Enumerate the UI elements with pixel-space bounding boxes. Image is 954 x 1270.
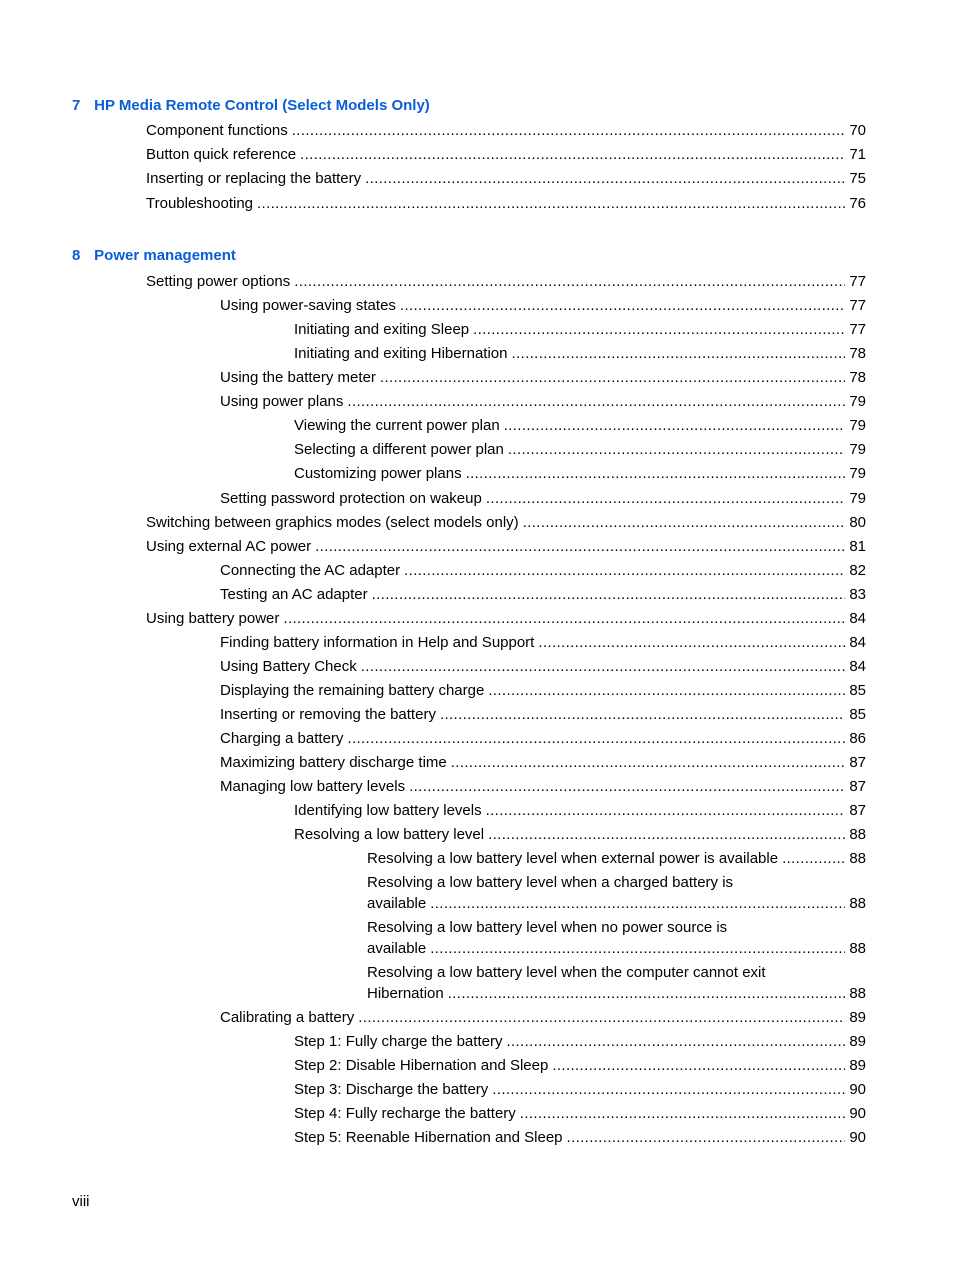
toc-entry[interactable] [294,1033,866,1051]
toc-entry-title: Managing low battery levels [220,778,406,795]
toc-entry-title-first-line: Resolving a low battery level when the computer cannot exit [367,964,766,981]
dot-leader [567,1129,846,1147]
toc-entry-title: Hibernation [367,985,444,1002]
toc-entry-title: Viewing the current power plan [294,417,500,434]
dot-leader [486,802,846,820]
toc-page-number: 82 [849,562,866,579]
toc-entry-title: Step 5: Reenable Hibernation and Sleep [294,1129,563,1146]
toc-page-number: 71 [849,146,866,163]
toc-entry-title: Identifying low battery levels [294,802,482,819]
toc-entry[interactable] [294,345,866,363]
toc-entry-title: Setting power options [146,273,291,290]
dot-leader [488,682,845,700]
toc-entry[interactable] [294,826,866,844]
toc-entry-title: available [367,895,427,912]
toc-entry[interactable] [367,964,866,1003]
toc-page-number: 81 [849,538,866,555]
toc-entry[interactable] [294,1105,866,1123]
toc-page-number: 83 [849,586,866,603]
toc-page-number: 80 [849,514,866,531]
dot-leader [466,465,846,483]
toc-page-number: 88 [849,940,866,957]
toc-page-number: 85 [849,706,866,723]
toc-entry-title: Setting password protection on wakeup [220,490,482,507]
toc-page-number: 84 [849,658,866,675]
dot-leader [523,514,846,532]
toc-entry-title: Resolving a low battery level when external power is available [367,850,779,867]
toc-page-number: 87 [849,778,866,795]
toc-page-number: 70 [849,122,866,139]
toc-page-number: 90 [849,1129,866,1146]
toc-entry-title-first-line: Resolving a low battery level when a charged battery is [367,874,734,891]
toc-entry-title: Selecting a different power plan [294,441,504,458]
toc-entry[interactable] [146,514,866,532]
toc-page-number: 87 [849,754,866,771]
toc-entry-title: Displaying the remaining battery charge [220,682,485,699]
toc-entry-title: Initiating and exiting Hibernation [294,345,508,362]
toc-entry-title: Testing an AC adapter [220,586,368,603]
toc-page-number: 77 [849,297,866,314]
toc-entry-title: Finding battery information in Help and Support [220,634,535,651]
dot-leader [257,195,845,213]
toc-entry[interactable] [146,170,866,188]
toc-page-number: 85 [849,682,866,699]
toc-entry[interactable] [220,393,866,411]
toc-page-number: 75 [849,170,866,187]
toc-entry[interactable] [294,465,866,483]
toc-page-number: 89 [849,1033,866,1050]
toc-entry-title: Maximizing battery discharge time [220,754,447,771]
toc-entry[interactable] [220,634,866,652]
dot-leader [486,490,845,508]
toc-entry-title: Customizing power plans [294,465,462,482]
toc-page-number: 79 [849,417,866,434]
toc-entry[interactable] [220,297,866,315]
toc-entry-title: Button quick reference [146,146,297,163]
dot-leader [538,634,845,652]
toc-entry[interactable] [146,195,866,213]
toc-page-number: 88 [849,850,866,867]
toc-page-number: 79 [849,441,866,458]
chapter-title: HP Media Remote Control (Select Models Only) [94,97,430,114]
toc-entry[interactable] [294,441,866,459]
toc-page-number: 87 [849,802,866,819]
dot-leader [372,586,846,604]
toc-page-number: 88 [849,985,866,1002]
toc-entry[interactable] [294,1129,866,1147]
dot-leader [508,441,845,459]
dot-leader [361,658,846,676]
toc-page-number: 88 [849,895,866,912]
dot-leader [409,778,845,796]
toc-entry-title: Initiating and exiting Sleep [294,321,470,338]
dot-leader [347,730,845,748]
toc-entry-title: Resolving a low battery level [294,826,485,843]
dot-leader [315,538,845,556]
toc-entry[interactable] [220,562,866,580]
toc-entry[interactable] [294,417,866,435]
toc-page-number: 79 [849,465,866,482]
toc-entry-title-first-line: Resolving a low battery level when no power source is [367,919,728,936]
dot-leader [511,345,845,363]
toc-entry[interactable] [220,682,866,700]
chapter-number: 7 [72,97,81,114]
toc-page-number: 88 [849,826,866,843]
toc-entry-title: Using external AC power [146,538,312,555]
toc-entry[interactable] [294,1057,866,1075]
toc-entry-title: Using battery power [146,610,280,627]
toc-entry[interactable] [294,802,866,820]
toc-page-number: 84 [849,610,866,627]
toc-entry-title: available [367,940,427,957]
dot-leader [473,321,845,339]
toc-entry-title: Connecting the AC adapter [220,562,401,579]
dot-leader [451,754,846,772]
toc-entry[interactable] [146,122,866,140]
toc-page-number: 77 [849,273,866,290]
toc-entry-title: Step 4: Fully recharge the battery [294,1105,516,1122]
toc-page-number: 90 [849,1081,866,1098]
toc-entry[interactable] [220,369,866,387]
toc-entry-title: Step 2: Disable Hibernation and Sleep [294,1057,549,1074]
toc-entry[interactable] [367,874,866,913]
dot-leader [504,417,846,435]
chapter-number: 8 [72,247,81,264]
dot-leader [782,850,845,868]
dot-leader [404,562,845,580]
toc-page-number: 77 [849,321,866,338]
dot-leader [552,1057,845,1075]
toc-page-number: 84 [849,634,866,651]
dot-leader [365,170,845,188]
toc-entry[interactable] [220,706,866,724]
dot-leader [488,826,845,844]
toc-entry-title: Switching between graphics modes (select models only) [146,514,519,531]
toc-entry[interactable] [220,658,866,676]
toc-entry-title: Charging a battery [220,730,344,747]
dot-leader [520,1105,846,1123]
toc-entry[interactable] [294,1081,866,1099]
toc-entry-title: Step 1: Fully charge the battery [294,1033,503,1050]
toc-page-number: 78 [849,369,866,386]
toc-entry[interactable] [367,850,866,868]
toc-entry-title: Using the battery meter [220,369,376,386]
toc-entry[interactable] [146,146,866,164]
toc-entry[interactable] [220,754,866,772]
dot-leader [506,1033,845,1051]
toc-entry[interactable] [294,321,866,339]
dot-leader [358,1009,845,1027]
toc-entry[interactable] [220,778,866,796]
toc-entry-title: Inserting or removing the battery [220,706,436,723]
chapter-heading[interactable] [72,247,872,265]
toc-entry-title: Using Battery Check [220,658,357,675]
dot-leader [440,706,845,724]
dot-leader [430,940,845,958]
dot-leader [300,146,845,164]
toc-entry[interactable] [220,1009,866,1027]
toc-page-number: 76 [849,195,866,212]
toc-entry[interactable] [220,490,866,508]
toc-entry[interactable] [367,919,866,958]
toc-page-number: 89 [849,1009,866,1026]
dot-leader [448,985,846,1003]
toc-page-number: 86 [849,730,866,747]
toc-page-number: 79 [849,393,866,410]
dot-leader [292,122,846,140]
toc-entry-title: Using power plans [220,393,344,410]
toc-entry-title: Using power-saving states [220,297,396,314]
toc-entry[interactable] [146,610,866,628]
toc-entry[interactable] [220,730,866,748]
dot-leader [347,393,845,411]
dot-leader [492,1081,845,1099]
toc-page-number: 90 [849,1105,866,1122]
toc-entry-title: Calibrating a battery [220,1009,355,1026]
dot-leader [283,610,845,628]
footer-page-number: viii [72,1193,90,1210]
toc-entry-title: Component functions [146,122,288,139]
chapter-heading[interactable] [72,97,872,115]
toc-entry[interactable] [220,586,866,604]
toc-entry-title: Inserting or replacing the battery [146,170,362,187]
dot-leader [294,273,845,291]
dot-leader [380,369,845,387]
toc-entry[interactable] [146,273,866,291]
toc-entry-title: Troubleshooting [146,195,254,212]
toc-page-number: 89 [849,1057,866,1074]
toc-entry[interactable] [146,538,866,556]
toc-page-number: 79 [849,490,866,507]
toc-entry-title: Step 3: Discharge the battery [294,1081,489,1098]
dot-leader [400,297,845,315]
toc-page-number: 78 [849,345,866,362]
chapter-title: Power management [94,247,236,264]
dot-leader [430,895,845,913]
